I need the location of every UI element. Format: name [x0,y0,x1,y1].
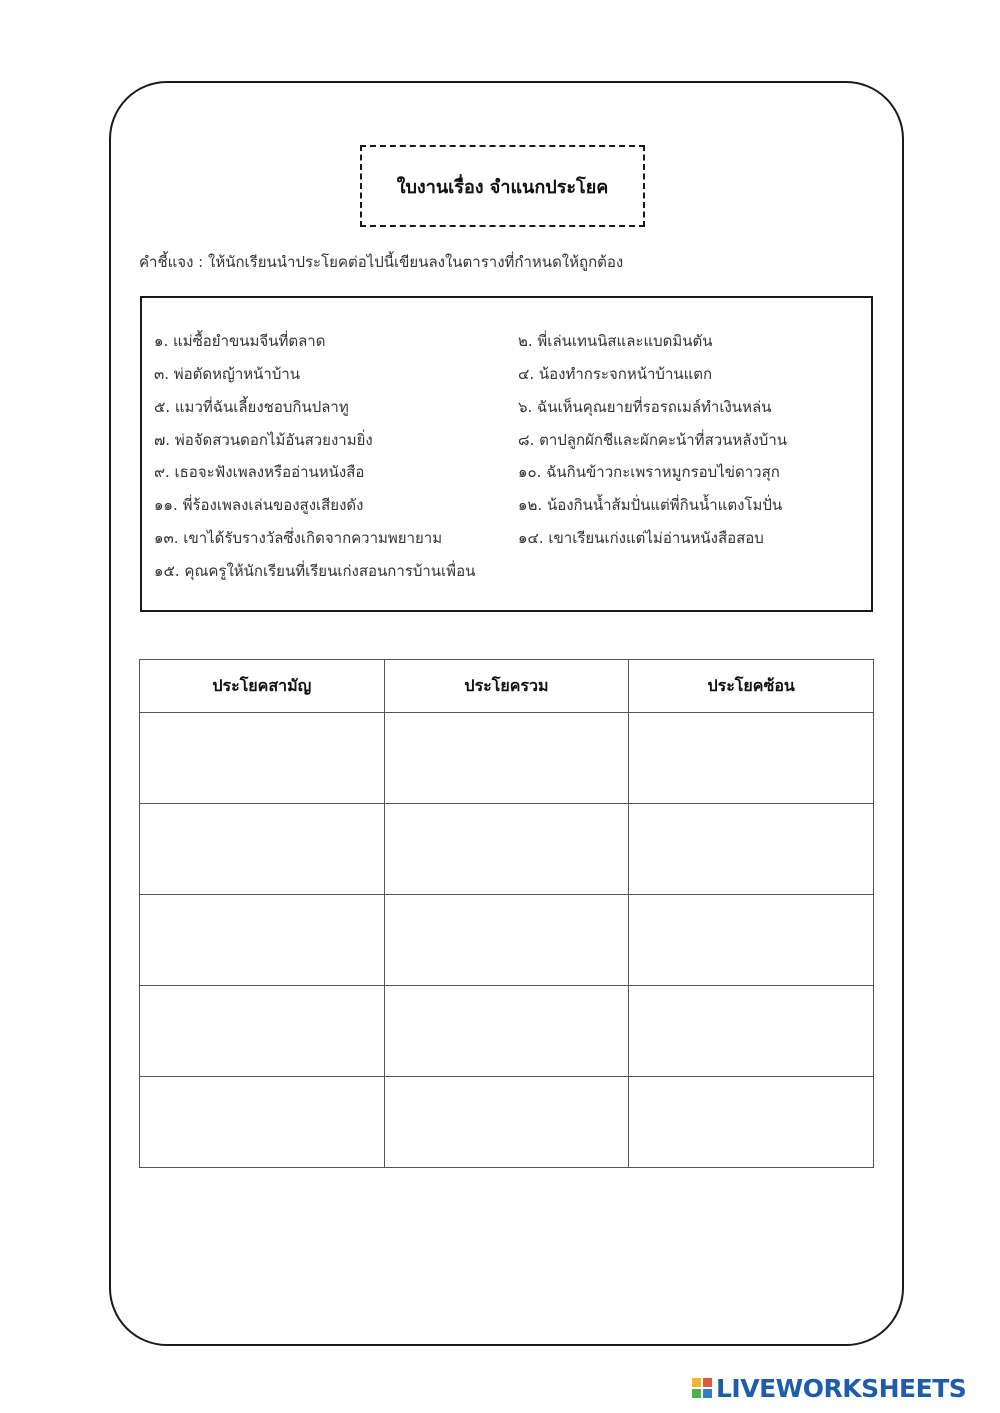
sentence-item: ๓. พ่อตัดหญ้าหน้าบ้าน [154,365,301,383]
table-header-row [140,660,874,713]
classification-table [139,659,874,1168]
sentence-list-box [140,296,873,612]
liveworksheets-brand[interactable] [692,1372,966,1404]
worksheet-title-text: ใบงานเรื่อง จำแนกประโยค [396,176,609,198]
logo-square [692,1389,701,1398]
table-row [140,895,874,986]
table-row [140,1077,874,1168]
sentence-item: ๗. พ่อจัดสวนดอกไม้อันสวยงามยิ่ง [154,431,373,449]
answer-cell[interactable] [629,986,874,1077]
answer-cell[interactable] [140,1077,385,1168]
sentence-item: ๑๐. ฉันกินข้าวกะเพราหมูกรอบไข่ดาวสุก [518,463,780,481]
sentence-item: ๖. ฉันเห็นคุณยายที่รอรถเมล์ทำเงินหล่น [518,398,772,416]
answer-cell[interactable] [140,713,385,804]
answer-cell[interactable] [384,986,629,1077]
answer-cell[interactable] [629,804,874,895]
sentence-item: ๒. พี่เล่นเทนนิสและแบดมินตัน [518,332,713,350]
logo-square [692,1378,701,1387]
logo-square [703,1389,712,1398]
sentence-item: ๑๑. พี่ร้องเพลงเล่นของสูงเสียงดัง [154,496,364,514]
sentence-item: ๑๒. น้องกินน้ำส้มปั่นแต่พี่กินน้ำแตงโมปั่น [518,496,783,514]
instruction-text: คำชี้แจง : ให้นักเรียนนำประโยคต่อไปนี้เขียนลงในตารางที่กำหนดให้ถูกต้อง [139,253,624,271]
brand-name: LIVEWORKSHEETS [716,1373,967,1403]
sentence-item: ๑๓. เขาได้รับรางวัลซึ่งเกิดจากความพยายาม [154,529,443,547]
answer-cell[interactable] [384,895,629,986]
answer-cell[interactable] [629,713,874,804]
header-simple-sentence: ประโยคสามัญ [140,660,385,713]
answer-cell[interactable] [140,804,385,895]
logo-square [703,1378,712,1387]
sentence-item: ๑. แม่ซื้อยำขนมจีนที่ตลาด [154,332,326,350]
answer-cell[interactable] [140,986,385,1077]
table-row [140,804,874,895]
header-compound-sentence: ประโยครวม [384,660,629,713]
answer-cell[interactable] [629,1077,874,1168]
sentence-item: ๑๔. เขาเรียนเก่งแต่ไม่อ่านหนังสือสอบ [518,529,764,547]
liveworksheets-logo-icon [692,1378,712,1398]
sentence-item: ๕. แมวที่ฉันเลี้ยงชอบกินปลาทู [154,398,349,416]
header-complex-sentence: ประโยคซ้อน [629,660,874,713]
table-row [140,713,874,804]
sentence-item: ๘. ตาปลูกผักชีและผักคะน้าที่สวนหลังบ้าน [518,431,787,449]
sentence-item: ๑๕. คุณครูให้นักเรียนที่เรียนเก่งสอนการบ้านเพื่อน [154,562,476,580]
sentence-item: ๔. น้องทำกระจกหน้าบ้านแตก [518,365,713,383]
worksheet-title [360,145,645,227]
answer-cell[interactable] [140,895,385,986]
answer-cell[interactable] [629,895,874,986]
sentence-item: ๙. เธอจะฟังเพลงหรืออ่านหนังสือ [154,463,365,481]
answer-cell[interactable] [384,804,629,895]
answer-cell[interactable] [384,713,629,804]
answer-cell[interactable] [384,1077,629,1168]
table-row [140,986,874,1077]
